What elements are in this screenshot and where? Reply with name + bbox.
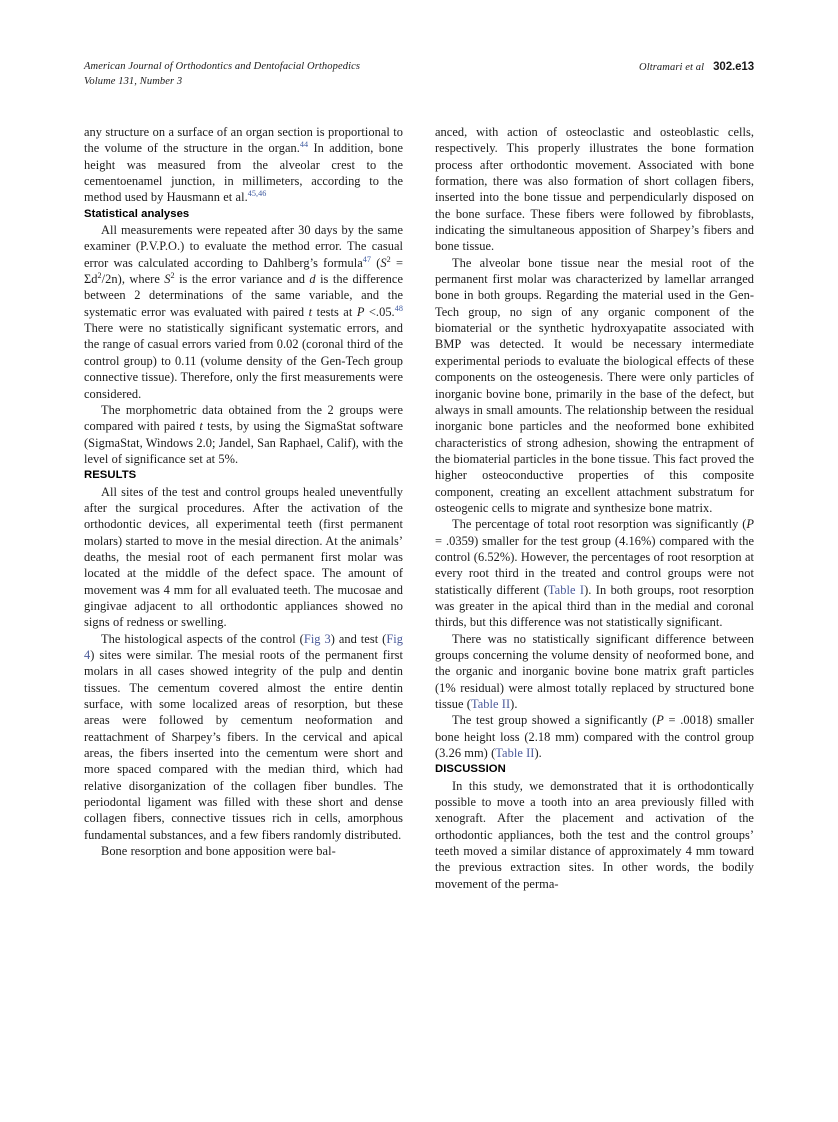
math-variable-t: t: [308, 304, 313, 319]
paragraph-alveolar-bone: The alveolar bone tissue near the mesial root of the permanent first molar was characterized by lamellar arranged bone in both groups. Regarding the material used in the Gen-Tech group, no sign of any organic component of the biomaterial or the synthetic hydroxyapatite associated with BMP was detected. It would be necessary intermediate experimental periods to evaluate the biological effects of these components on the osteogenesis. There were only particles of inorganic bovine bone, primarily in the base of the defect, but always in small amounts. The relationship between the residual inorganic bone particles and the neoformed bone exhibited characteristics of strong adhesion, showing the entrapment of the biomaterial particles in the bone tissue. This fact proved the higher osteoconductive properties of this composite component, creating an excellent attachment substratum for osteogenic cells to migrate and synthesize bone matrix.: [435, 255, 754, 515]
paragraph-text: any structure on a surface of an organ section is proportional to the volume of the structure in the organ.: [84, 125, 403, 156]
paragraph-results-3-start: Bone resorption and bone apposition were bal-: [101, 844, 336, 859]
paragraph-text: In addition, bone height was measured from the alveolar crest to the cementoenamel junction, in millimeters, according to the method used by Hausmann et al.: [84, 141, 404, 205]
paragraph-results-2: [84, 631, 403, 843]
paragraph-text: ) sites were similar. The mesial roots of the permanent first molars in all cases showed integrity of the pulp and dentin tissues. The cementum covered almost the entire dentin surface, with some localized areas of resorption, but these areas were followed by cementum neoformation and reattachment of Sharpey’s fibers. In the cervical and apical areas, the fibers inserted into the cementum were short and more spaced compared with the median third, which had relative disorganization of the collagen fiber bundles. The periodontal ligament was filled with these short and dense collagen fibers, connective tissues rich in cells, amorphous fundamental substances, and a few fibers randomly distributed.: [84, 648, 403, 842]
paragraph-continued-from-previous-page: [84, 124, 403, 206]
heading-results: RESULTS: [84, 469, 137, 482]
journal-name: American Journal of Orthodontics and Dentofacial Orthopedics: [84, 61, 361, 72]
paragraph-text: The test group showed a significantly (: [452, 713, 657, 728]
reference-marker: 48: [394, 303, 403, 313]
figure-link-fig3[interactable]: Fig 3: [303, 631, 331, 646]
paragraph-text: (: [371, 255, 381, 270]
paragraph-text: /2n), where: [101, 272, 165, 287]
paragraph-text: tests at: [312, 304, 357, 319]
paragraph-text: is the difference between 2 determinations of the same variable, and the systematic error was evaluated with paired: [84, 272, 403, 319]
paragraph-text: = .0018) smaller bone height loss (2.18 mm) compared with the control group (3.26 mm) (: [435, 713, 755, 761]
left-column: [84, 124, 403, 1064]
paragraph-volume-density: [435, 631, 754, 713]
math-variable-p: P: [746, 517, 754, 532]
reference-marker: 47: [362, 254, 372, 264]
paragraph-root-resorption: [435, 516, 754, 630]
running-head-authors-page: [639, 60, 754, 76]
math-variable-p: P: [656, 713, 664, 728]
paragraph-results-1: All sites of the test and control groups healed uneventfully after the surgical procedures. After the activation of the orthodontic devices, all experimental teeth (first permanent molars) started to move in the mesial direction. At the animals’ deaths, the mesial root of each permanent first molar was located at the middle of the defect space. The amount of movement was 4 mm for all evaluated teeth. The mucosae and gingivae adjacent to all orthodontic appliances showed no signs of redness or swelling.: [84, 484, 403, 630]
math-variable-s: S: [380, 255, 387, 270]
right-column: [435, 124, 754, 1064]
paragraph-text: There were no statistically significant systematic errors, and the range of casual errors varied from 0.02 (coronal third of the control group) to 0.11 (volume density of the Gen-Tech group connective tissue). Therefore, only the first measurements were considered.: [84, 321, 403, 401]
paragraph-text: is the error variance and: [174, 272, 310, 287]
paragraph-text: = .0359) smaller for the test group (4.16%) compared with the control (6.52%). However, the percentages of root resorption at every root third in the treated and control groups were not statistically different (: [435, 533, 754, 597]
math-variable-s: S: [164, 272, 171, 287]
running-head-journal: [84, 60, 360, 89]
reference-marker: 45,46: [247, 189, 267, 199]
paragraph-continued-from-left-column: anced, with action of osteoclastic and osteoblastic cells, respectively. This properly illustrates the bone formation process after orthodontic movement. Associated with bone formation, there was also formation of short collagen fibers, inserted into the bone tissue and perpendicularly disposed on the bone surface. These fibers were followed by fibroblasts, indicating the simultaneous apposition of Sharpey’s fibers and bone tissue.: [435, 125, 754, 254]
paragraph-text: ) and test (: [330, 631, 387, 646]
paragraph-discussion-1: In this study, we demonstrated that it is orthodontically possible to move a tooth into an area previously filled with xenograft. After the placement and activation of the orthodontic appliances, both the test and the control groups’ teeth moved a similar distance of approximately 4 mm toward the previous extraction sites. In other words, the bodily movement of the perma-: [435, 778, 754, 891]
page-number: 302.e13: [713, 61, 754, 73]
math-exponent: 2: [386, 254, 391, 264]
paragraph-text: ).: [534, 746, 542, 761]
paragraph-text: The morphometric data obtained from the 2 groups were compared with paired: [84, 402, 403, 434]
running-head: [84, 60, 754, 96]
paragraph-text: The histological aspects of the control (: [101, 631, 304, 646]
math-exponent: 2: [97, 270, 102, 280]
paragraph-text: The percentage of total root resorption was significantly (: [452, 517, 747, 532]
paragraph-text: = Σd: [84, 255, 403, 287]
table-link-table-2[interactable]: Table II: [495, 746, 535, 761]
table-link-table-1[interactable]: Table I: [547, 582, 585, 597]
paragraph-text: tests, by using the SigmaStat software (SigmaStat, Windows 2.0; Jandel, San Raphael, Calif), with the level of significance set at 5%.: [84, 419, 403, 466]
paragraph-text: ). In both groups, root resorption was greater in the apical third than in the medial and coronal thirds, but this difference was not statistically significant.: [435, 582, 755, 630]
paragraph-morphometric-data: [84, 402, 403, 467]
paragraph-text: ).: [510, 697, 518, 712]
volume-issue: Volume 131, Number 3: [84, 75, 183, 87]
paragraph-statistical-analyses: [84, 222, 403, 402]
paragraph-text: All measurements were repeated after 30 days by the same examiner (P.V.P.O.) to evaluate the method error. The casual error was calculated according to Dahlberg’s formula: [84, 223, 403, 270]
math-exponent: 2: [170, 270, 175, 280]
math-variable-d: d: [309, 272, 316, 287]
reference-marker: 44: [299, 140, 309, 150]
paragraph-bone-height-loss: [435, 712, 754, 761]
table-link-table-2[interactable]: Table II: [470, 697, 511, 712]
math-variable-t: t: [199, 419, 203, 434]
body-columns: [84, 124, 754, 1064]
math-variable-p: P: [356, 304, 365, 319]
figure-link-fig4[interactable]: Fig 4: [84, 631, 404, 662]
heading-statistical-analyses: Statistical analyses: [84, 207, 190, 220]
paragraph-text: <.05.: [364, 304, 395, 319]
heading-discussion: DISCUSSION: [435, 763, 506, 776]
paragraph-text: There was no statistically significant difference between groups concerning the volume density of neoformed bone, and the organic and inorganic bovine bone matrix graft particles (1% residual) were almost totally replaced by structured bone tissue (: [435, 631, 754, 712]
author-citation: Oltramari et al: [639, 62, 705, 73]
